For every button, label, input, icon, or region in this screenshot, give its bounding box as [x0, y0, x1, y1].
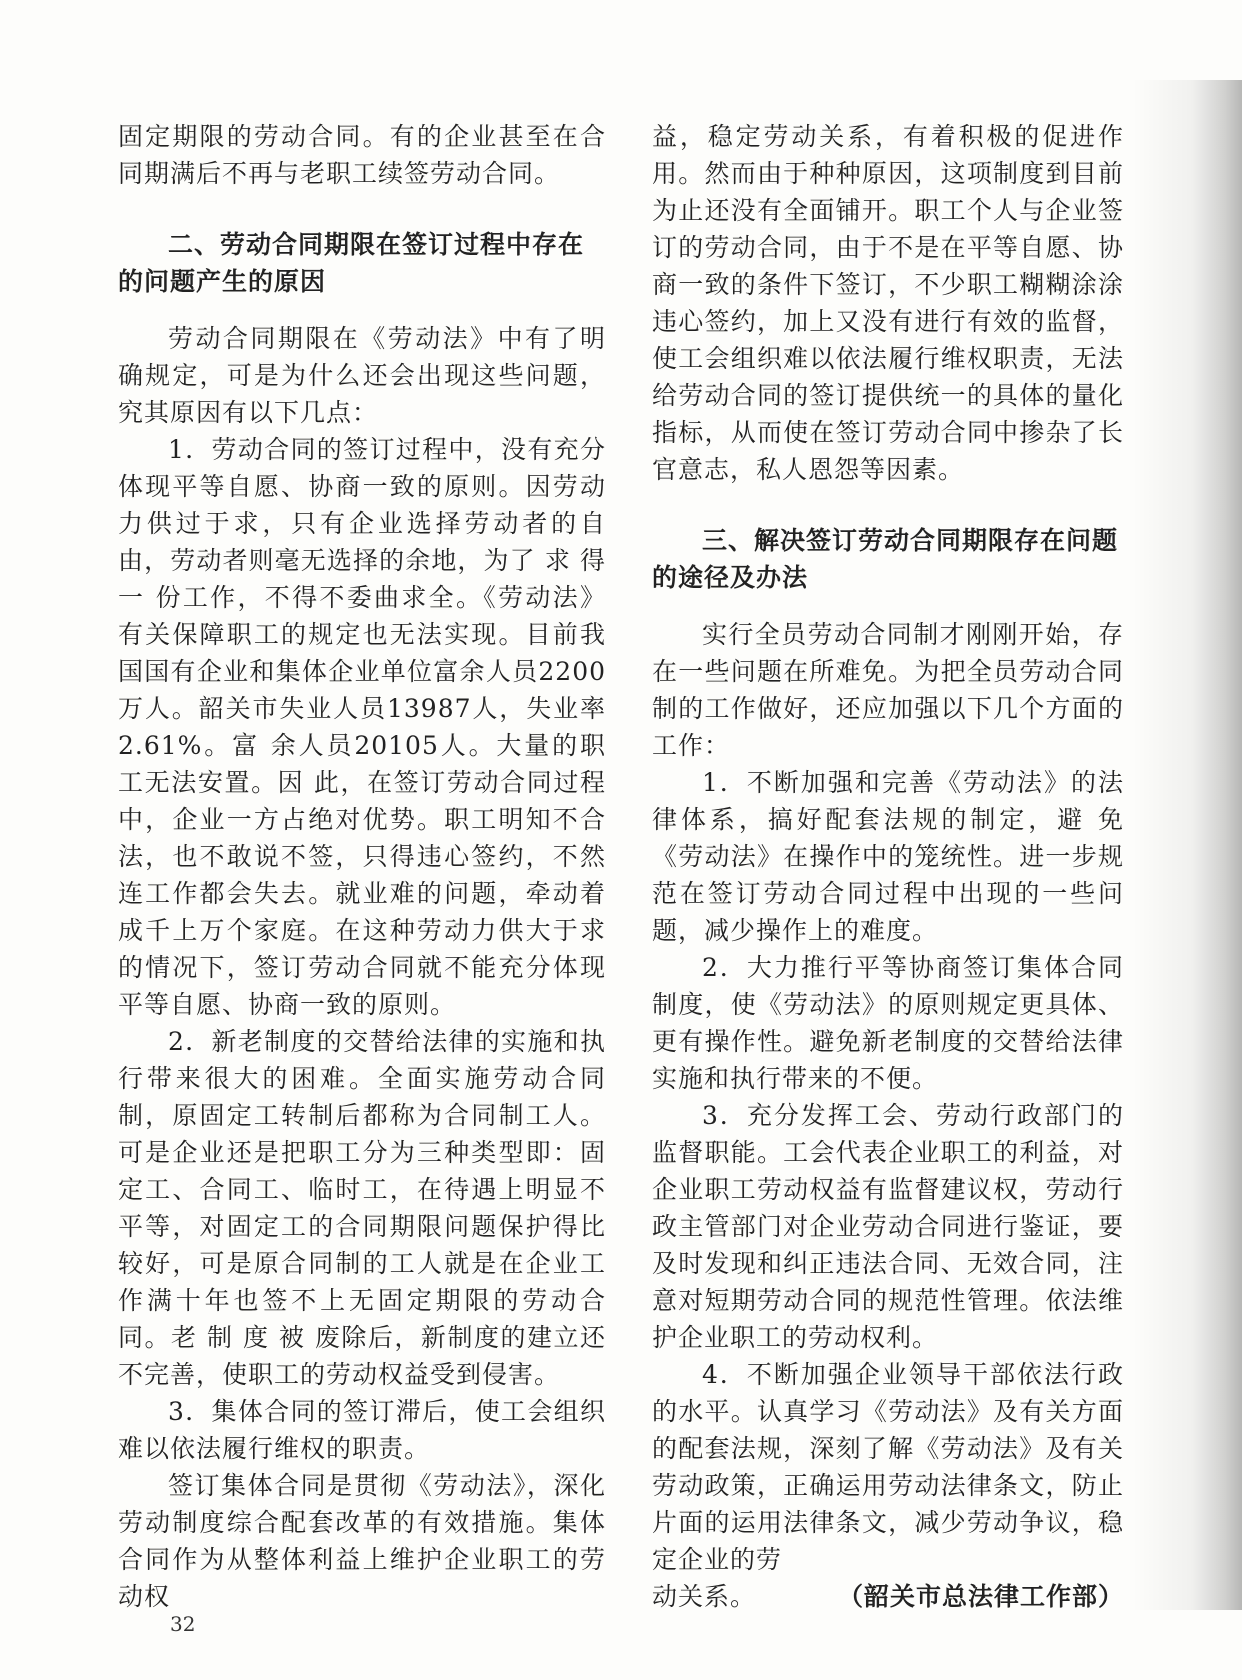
closing-text: 动关系。: [652, 1582, 757, 1611]
page-number: 32: [170, 1612, 196, 1636]
paragraph: 2．新老制度的交替给法律的实施和执行带来很大的困难。全面实施劳动合同制，原固定工转制后都称为合同制工人。可是企业还是把职工分为三种类型即：固定工、合同工、临时工，在待遇上明显不平等，对固定工的合同期限问题保护得比较好，可是原合同制的工人就是在企业工作满十年也签不上无固定期限的劳动合同。老 制 度 被 废除后，新制度的建立还不完善，使职工的劳动权益受到侵害。: [118, 1027, 606, 1389]
binding-shadow: [1132, 80, 1242, 1610]
closing-line: [652, 1578, 1124, 1615]
left-column: [118, 118, 606, 1615]
paragraph: 1．不断加强和完善《劳动法》的法律体系，搞好配套法规的制定，避 免《劳动法》在操作中的笼统性。进一步规范在签订劳动合同过程中出现的一些问题，减少操作上的难度。: [652, 768, 1124, 945]
paragraph: 3．充分发挥工会、劳动行政部门的监督职能。工会代表企业职工的利益，对企业职工劳动权益有监督建议权，劳动行政主管部门对企业劳动合同进行鉴证，要及时发现和纠正违法合同、无效合同，注意对短期劳动合同的规范性管理。依法维护企业职工的劳动权利。: [652, 1101, 1124, 1352]
paragraph: 益，稳定劳动关系，有着积极的促进作用。然而由于种种原因，这项制度到目前为止还没有全面铺开。职工个人与企业签订的劳动合同，由于不是在平等自愿、协商一致的条件下签订，不少职工糊糊涂涂违心签约，加上又没有进行有效的监督，使工会组织难以依法履行维权职责，无法给劳动合同的签订提供统一的具体的量化指标，从而使在签订劳动合同中掺杂了长官意志，私人恩怨等因素。: [652, 122, 1124, 484]
paragraph: 3．集体合同的签订滞后，使工会组织难以依法履行维权的职责。: [118, 1397, 606, 1463]
paragraph: 固定期限的劳动合同。有的企业甚至在合同期满后不再与老职工续签劳动合同。: [118, 122, 606, 188]
section-heading-2: 二、劳动合同期限在签订过程中存在的问题产生的原因: [118, 230, 585, 296]
paragraph: 1．劳动合同的签订过程中，没有充分体现平等自愿、协商一致的原则。因劳动力供过于求，只有企业选择劳动者的自由，劳动者则毫无选择的余地，为了 求 得 一 份工作，不得不委曲求全。《劳动法》有关保障职工的规定也无法实现。目前我国国有企业和集体企业单位富余人员2200万人。韶关市失业人员13987人，失业率2.61%。富 余人员20105人。大量的职工无法安置。因 此，在签订劳动合同过程中，企业一方占绝对优势。职工明知不合法，也不敢说不签，只得违心签约，不然连工作都会失去。就业难的问题，牵动着成千上万个家庭。在这种劳动力供大于求的情况下，签订劳动合同就不能充分体现平等自愿、协商一致的原则。: [118, 435, 606, 1019]
paragraph: 劳动合同期限在《劳动法》中有了明确规定，可是为什么还会出现这些问题，究其原因有以下几点：: [118, 324, 606, 427]
author-credit: （韶关市总法律工作部）: [837, 1582, 1124, 1611]
paragraph: 实行全员劳动合同制才刚刚开始，存在一些问题在所难免。为把全员劳动合同制的工作做好，还应加强以下几个方面的工作：: [652, 620, 1124, 760]
paragraph: 签订集体合同是贯彻《劳动法》，深化劳动制度综合配套改革的有效措施。集体合同作为从整体利益上维护企业职工的劳动权: [118, 1471, 606, 1611]
paragraph: 4．不断加强企业领导干部依法行政的水平。认真学习《劳动法》及有关方面的配套法规，深刻了解《劳动法》及有关劳动政策，正确运用劳动法律条文，防止片面的运用法律条文，减少劳动争议，稳定企业的劳: [652, 1360, 1124, 1574]
section-heading-3: 三、解决签订劳动合同期限存在问题的途径及办法: [652, 526, 1119, 592]
right-column: [652, 118, 1124, 1615]
paragraph: 2．大力推行平等协商签订集体合同制度，使《劳动法》的原则规定更具体、更有操作性。避免新老制度的交替给法律实施和执行带来的不便。: [652, 953, 1124, 1093]
